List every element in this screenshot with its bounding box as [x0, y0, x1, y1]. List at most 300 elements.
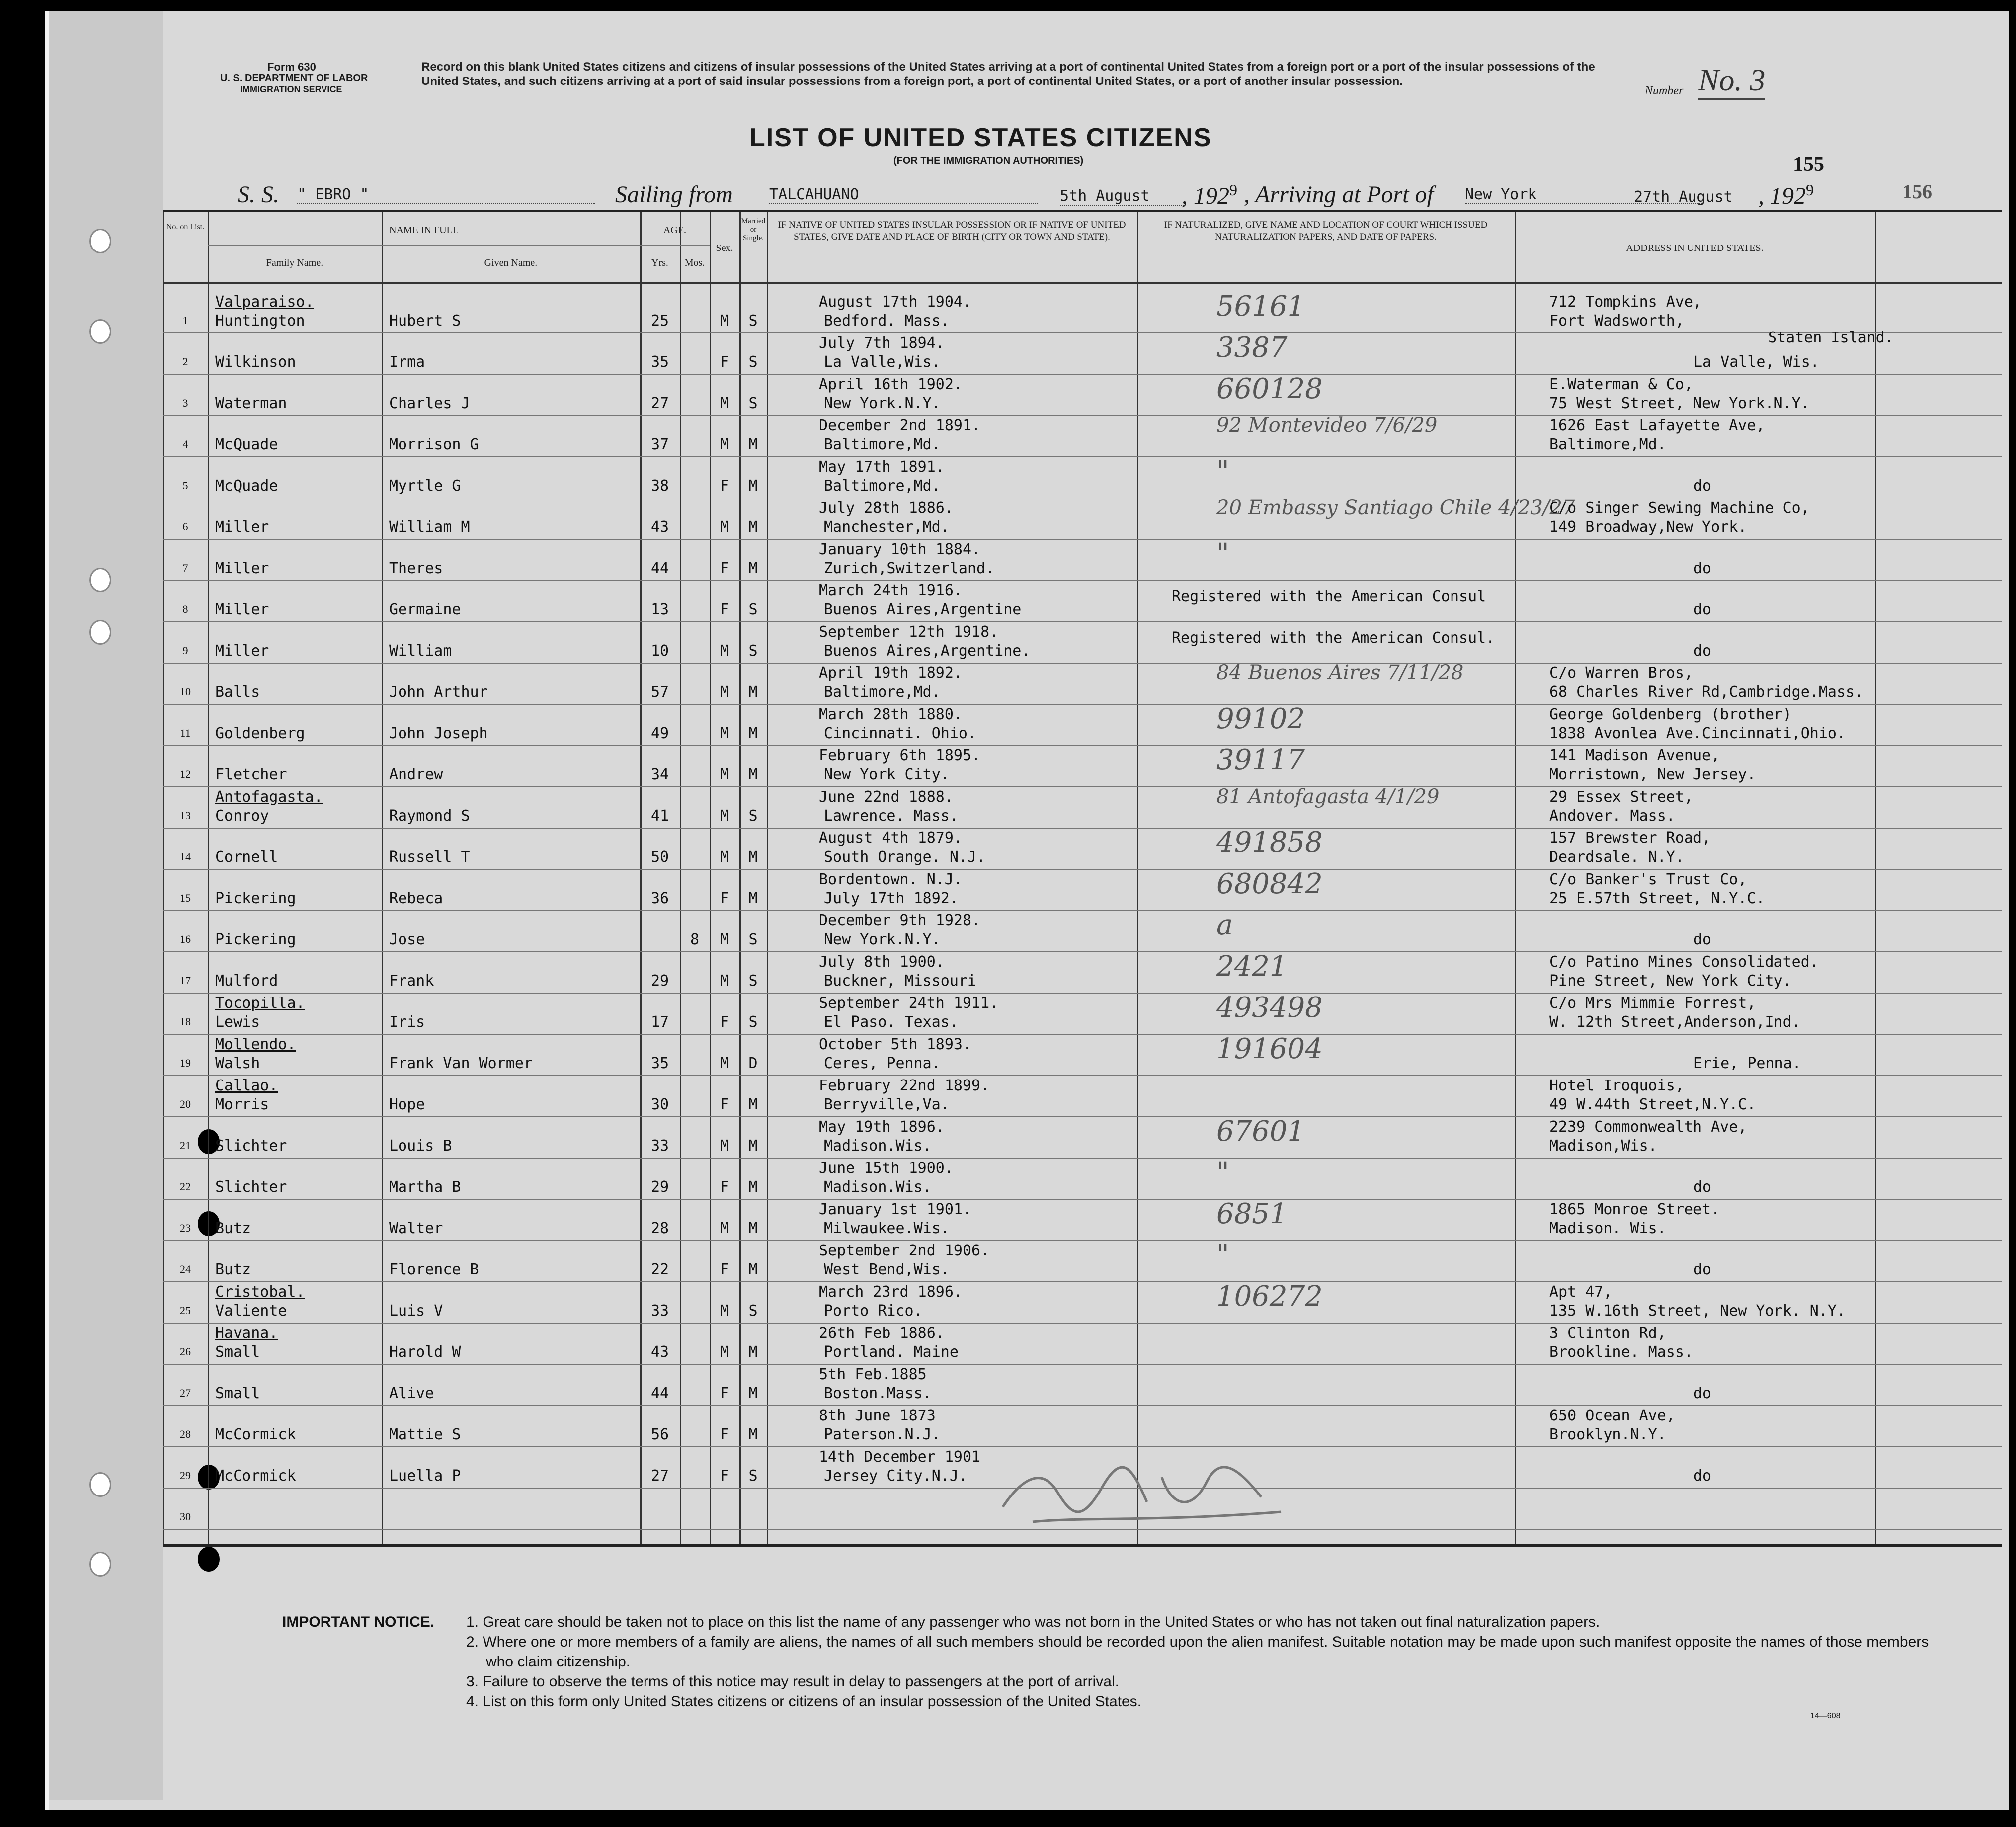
handwritten-signature	[983, 1447, 1301, 1548]
given-name: Harold W	[389, 1343, 461, 1361]
address-line-1: 29 Essex Street,	[1549, 788, 1693, 806]
address-line-1: C/o Singer Sewing Machine Co,	[1549, 499, 1810, 517]
birth-date: March 28th 1880.	[819, 706, 963, 723]
age-years: 44	[650, 1385, 669, 1402]
given-name: Iris	[389, 1013, 425, 1031]
notice-item: 4. List on this form only United States citizens or citizens of an insular possession of the United States.	[466, 1693, 1142, 1710]
sex: F	[720, 601, 729, 618]
naturalization-handwritten: 3387	[1216, 332, 1288, 364]
year-label-2: , $192^9$	[1758, 181, 1814, 209]
birth-place: Boston.Mass.	[824, 1385, 932, 1402]
punch-hole-icon	[198, 1547, 220, 1572]
header-naturalized: IF NATURALIZED, GIVE NAME AND LOCATION OF COURT WHICH ISSUED NATURALIZATION PAPERS, AND DATE OF PAPERS.	[1164, 220, 1488, 242]
family-name: Huntington	[215, 312, 305, 330]
marital-status: M	[748, 848, 758, 866]
row-number: 24	[180, 1263, 191, 1275]
birth-place: Bedford. Mass.	[824, 312, 950, 330]
age-years: 50	[650, 848, 669, 866]
row-number: 30	[180, 1510, 191, 1523]
marital-status: M	[748, 560, 758, 577]
address-line-1: 1626 East Lafayette Ave,	[1549, 417, 1765, 434]
naturalization-handwritten: a	[1216, 909, 1233, 941]
age-years: 25	[650, 312, 669, 330]
given-name: Morrison G	[389, 436, 479, 453]
naturalization-handwritten: "	[1216, 455, 1229, 488]
family-name: Pickering	[215, 931, 296, 948]
row-divider	[163, 828, 2002, 829]
row-divider	[163, 415, 2002, 416]
family-name: Waterman	[215, 395, 287, 412]
birth-place: Manchester,Md.	[824, 518, 950, 536]
age-years: 49	[650, 725, 669, 742]
marital-status: S	[748, 601, 758, 618]
age-years: 34	[650, 766, 669, 783]
family-name: Small	[215, 1343, 260, 1361]
address-line-2: Madison. Wis.	[1549, 1220, 1666, 1237]
address-line-1: C/o Banker's Trust Co,	[1549, 871, 1747, 888]
age-years: 57	[650, 683, 669, 701]
naturalization-handwritten: 67601	[1216, 1115, 1305, 1148]
birth-date: January 10th 1884.	[819, 541, 981, 558]
punch-hole-icon	[89, 229, 111, 253]
marital-status: S	[748, 972, 758, 990]
age-years: 41	[650, 807, 669, 825]
page-number-stamp: 156	[1902, 180, 1932, 203]
age-years: 35	[650, 353, 669, 371]
marital-status: S	[748, 1467, 758, 1485]
birth-date: February 22nd 1899.	[819, 1077, 990, 1094]
address-line-2: Baltimore,Md.	[1549, 436, 1666, 453]
birth-place: Buenos Aires,Argentine.	[824, 642, 1031, 660]
birth-date: April 19th 1892.	[819, 664, 963, 682]
port-marker: Mollendo.	[215, 1036, 296, 1053]
birth-date: February 6th 1895.	[819, 747, 981, 764]
address-line-2: Pine Street, New York City.	[1549, 972, 1792, 990]
family-name: Cornell	[215, 848, 278, 866]
port-marker: Callao.	[215, 1077, 278, 1094]
given-name: Louis B	[389, 1137, 452, 1155]
notice-item: 3. Failure to observe the terms of this notice may result in delay to passengers at the port of arrival.	[466, 1673, 1119, 1690]
sex: M	[720, 1055, 729, 1072]
ship-name: " EBRO "	[297, 186, 595, 204]
address-line-1: 2239 Commonwealth Ave,	[1549, 1118, 1747, 1136]
age-years: 43	[650, 1343, 669, 1361]
row-number: 25	[180, 1304, 191, 1317]
row-divider	[163, 621, 2002, 622]
birth-date: September 2nd 1906.	[819, 1242, 990, 1259]
given-name: Russell T	[389, 848, 470, 866]
marital-status: M	[748, 766, 758, 783]
row-divider	[163, 1364, 2002, 1365]
family-name: Wilkinson	[215, 353, 296, 371]
header-birth: IF NATIVE OF UNITED STATES INSULAR POSSESSION OR IF NATIVE OF UNITED STATES, GIVE DATE AND PLACE OF BIRTH (CITY OR TOWN AND STATE).	[778, 220, 1126, 242]
age-years: 56	[650, 1426, 669, 1443]
row-number: 27	[180, 1387, 191, 1399]
marital-status: M	[748, 1220, 758, 1237]
naturalization-handwritten: 39117	[1216, 744, 1305, 776]
row-divider	[163, 1405, 2002, 1406]
birth-place: New York.N.Y.	[824, 931, 941, 948]
page-subtitle: (FOR THE IMMIGRATION AUTHORITIES)	[893, 155, 1084, 166]
row-divider	[163, 1116, 2002, 1117]
address-line-2: Morristown, New Jersey.	[1549, 766, 1756, 783]
birth-date: June 15th 1900.	[819, 1160, 954, 1177]
family-name: Butz	[215, 1261, 251, 1278]
naturalization-handwritten: 660128	[1216, 373, 1323, 405]
arrival-date: 27th August	[1634, 188, 1733, 206]
number-label: Number	[1645, 84, 1684, 97]
header-married-single: Married or Single.	[741, 217, 766, 242]
sex: M	[720, 725, 729, 742]
address-line-2: 149 Broadway,New York.	[1549, 518, 1747, 536]
notice-item: 2. Where one or more members of a family are aliens, the names of all such members should be recorded upon the alien manifest. Suitable notation may be made upon such manifest opposite the names of those members who claim citizenship.	[466, 1634, 1929, 1670]
row-divider	[163, 456, 2002, 457]
address-line-2: do	[1693, 477, 1712, 495]
birth-place: Zurich,Switzerland.	[824, 560, 995, 577]
port-marker: Antofagasta.	[215, 788, 323, 806]
age-years: 17	[650, 1013, 669, 1031]
address-line-2: 1838 Avonlea Ave.Cincinnati,Ohio.	[1549, 725, 1846, 742]
address-line-1: 712 Tompkins Ave,	[1549, 293, 1702, 311]
given-name: William M	[389, 518, 470, 536]
punch-hole-icon	[89, 620, 111, 645]
naturalization-handwritten: 493498	[1216, 992, 1323, 1024]
marital-status: S	[748, 1302, 758, 1320]
address-line-1: 157 Brewster Road,	[1549, 830, 1711, 847]
birth-date: June 22nd 1888.	[819, 788, 954, 806]
passenger-table	[163, 210, 2002, 1547]
family-name: Lewis	[215, 1013, 260, 1031]
address-line-1: E.Waterman & Co,	[1549, 376, 1693, 393]
naturalization-handwritten: 56161	[1216, 290, 1305, 323]
family-name: McQuade	[215, 436, 278, 453]
row-divider	[163, 1034, 2002, 1035]
given-name: Theres	[389, 560, 443, 577]
marital-status: M	[748, 518, 758, 536]
naturalization-handwritten: 81 Antofagasta 4/1/29	[1216, 785, 1440, 808]
marital-status: M	[748, 1137, 758, 1155]
sex: M	[720, 312, 729, 330]
row-number: 4	[182, 438, 188, 450]
given-name: Germaine	[389, 601, 461, 618]
sailing-from-label: Sailing from	[615, 181, 733, 208]
arrival-port: New York	[1465, 186, 1703, 204]
sex: M	[720, 1220, 729, 1237]
naturalization-handwritten: 106272	[1216, 1280, 1323, 1313]
birth-place: New York.N.Y.	[824, 395, 941, 412]
row-number: 19	[180, 1057, 191, 1069]
given-name: Alive	[389, 1385, 434, 1402]
address-line-1: C/o Patino Mines Consolidated.	[1549, 953, 1819, 971]
row-divider	[163, 1323, 2002, 1324]
port-marker: Tocopilla.	[215, 995, 305, 1012]
marital-status: S	[748, 642, 758, 660]
birth-place: Buenos Aires,Argentine	[824, 601, 1022, 618]
birth-place: Berryville,Va.	[824, 1096, 950, 1113]
marital-status: S	[748, 312, 758, 330]
age-years: 29	[650, 972, 669, 990]
row-number: 10	[180, 685, 191, 698]
birth-place: El Paso. Texas.	[824, 1013, 959, 1031]
sex: M	[720, 807, 729, 825]
given-name: Martha B	[389, 1178, 461, 1196]
year-label-1: , $192^9$	[1182, 181, 1237, 209]
address-line-2: 135 W.16th Street, New York. N.Y.	[1549, 1302, 1846, 1320]
row-number: 5	[182, 479, 188, 492]
birth-date: May 19th 1896.	[819, 1118, 945, 1136]
row-number: 15	[180, 892, 191, 904]
age-years: 37	[650, 436, 669, 453]
given-name: Frank Van Wormer	[389, 1055, 533, 1072]
row-number: 22	[180, 1180, 191, 1193]
birth-date: September 12th 1918.	[819, 623, 999, 641]
age-years: 27	[650, 395, 669, 412]
sex: M	[720, 848, 729, 866]
family-name: Walsh	[215, 1055, 260, 1072]
form-code: 14—608	[1810, 1712, 1841, 1720]
marital-status: M	[748, 890, 758, 907]
given-name: John Arthur	[389, 683, 488, 701]
birth-date: September 24th 1911.	[819, 995, 999, 1012]
address-line-1: George Goldenberg (brother)	[1549, 706, 1792, 723]
row-number: 9	[182, 644, 188, 657]
notice-item: 1. Great care should be taken not to place on this list the name of any passenger who was not born in the United States or who has not taken out final naturalization papers.	[466, 1614, 1600, 1630]
naturalization-note: Registered with the American Consul.	[1172, 629, 1495, 647]
marital-status: M	[748, 683, 758, 701]
age-years: 35	[650, 1055, 669, 1072]
naturalization-handwritten: 6851	[1216, 1198, 1288, 1230]
row-divider	[163, 539, 2002, 540]
address-line-2: W. 12th Street,Anderson,Ind.	[1549, 1013, 1801, 1031]
age-years: 43	[650, 518, 669, 536]
sex: F	[720, 1385, 729, 1402]
header-sex: Sex.	[716, 243, 733, 253]
birth-date: March 23rd 1896.	[819, 1283, 963, 1301]
important-notice	[282, 1612, 1932, 1712]
address-line-1: 141 Madison Avenue,	[1549, 747, 1720, 764]
birth-date: 26th Feb 1886.	[819, 1325, 945, 1342]
sex: F	[720, 477, 729, 495]
address-line-2: Brooklyn.N.Y.	[1549, 1426, 1666, 1443]
address-line-2: Madison,Wis.	[1549, 1137, 1657, 1155]
birth-place: July 17th 1892.	[824, 890, 959, 907]
marital-status: S	[748, 931, 758, 948]
row-divider	[163, 663, 2002, 664]
family-name: Morris	[215, 1096, 269, 1113]
birth-date: March 24th 1916.	[819, 582, 963, 599]
row-divider	[163, 374, 2002, 375]
sex: M	[720, 972, 729, 990]
row-divider	[163, 993, 2002, 994]
port-marker: Valparaiso.	[215, 293, 314, 311]
arriving-label: , Arriving at Port of	[1244, 181, 1434, 208]
birth-date: May 17th 1891.	[819, 458, 945, 476]
port-marker: Cristobal.	[215, 1283, 305, 1301]
address-line-2: do	[1693, 1178, 1712, 1196]
row-number: 23	[180, 1222, 191, 1234]
given-name: Luis V	[389, 1302, 443, 1320]
marital-status: M	[748, 1343, 758, 1361]
ss-label: S. S.	[238, 181, 279, 208]
birth-place: Madison.Wis.	[824, 1178, 932, 1196]
address-line-2: do	[1693, 931, 1712, 948]
address-line-2: 49 W.44th Street,N.Y.C.	[1549, 1096, 1756, 1113]
age-years: 13	[650, 601, 669, 618]
birth-place: New York City.	[824, 766, 950, 783]
family-name: Slichter	[215, 1137, 287, 1155]
sex: F	[720, 1261, 729, 1278]
row-divider	[163, 869, 2002, 870]
address-line-2: do	[1693, 1385, 1712, 1402]
row-number: 28	[180, 1428, 191, 1440]
row-number: 17	[180, 974, 191, 987]
given-name: Raymond S	[389, 807, 470, 825]
marital-status: S	[748, 353, 758, 371]
birth-date: 5th Feb.1885	[819, 1366, 927, 1383]
birth-place: Baltimore,Md.	[824, 683, 941, 701]
row-number: 12	[180, 768, 191, 780]
sex: F	[720, 353, 729, 371]
birth-date: December 2nd 1891.	[819, 417, 981, 434]
sex: M	[720, 642, 729, 660]
marital-status: M	[748, 436, 758, 453]
row-number: 29	[180, 1469, 191, 1482]
birth-place: Baltimore,Md.	[824, 436, 941, 453]
naturalization-handwritten: "	[1216, 1157, 1229, 1189]
header-given-name: Given Name.	[484, 257, 538, 268]
birth-date: August 4th 1879.	[819, 830, 963, 847]
naturalization-handwritten: 99102	[1216, 703, 1305, 735]
header-mos: Mos.	[684, 257, 705, 268]
header-address: ADDRESS IN UNITED STATES.	[1626, 243, 1764, 253]
row-number: 20	[180, 1098, 191, 1110]
row-number: 16	[180, 933, 191, 945]
row-divider	[163, 1199, 2002, 1200]
family-name: McCormick	[215, 1426, 296, 1443]
row-divider	[163, 332, 2002, 333]
given-name: Charles J	[389, 395, 470, 412]
marital-status: S	[748, 807, 758, 825]
age-years: 44	[650, 560, 669, 577]
marital-status: M	[748, 1096, 758, 1113]
address-line-1: Apt 47,	[1549, 1283, 1613, 1301]
form-preamble: Record on this blank United States citizens and citizens of insular possessions of the United States arriving at a port of continental United States from a foreign port or a port of the insular possessions of the United States, and such citizens arriving at a port of said insular possessions from a foreign port, a port of continental United States, or a port of another insular possession.	[421, 60, 1595, 88]
naturalization-handwritten: "	[1216, 538, 1229, 570]
given-name: Jose	[389, 931, 425, 948]
birth-date: April 16th 1902.	[819, 376, 963, 393]
given-name: Rebeca	[389, 890, 443, 907]
family-name: McQuade	[215, 477, 278, 495]
family-name: Small	[215, 1385, 260, 1402]
address-line-1: 1865 Monroe Street.	[1549, 1201, 1720, 1218]
family-name: Conroy	[215, 807, 269, 825]
marital-status: S	[748, 1013, 758, 1031]
header-no-on-list: No. on List.	[166, 223, 205, 231]
birth-place: Buckner, Missouri	[824, 972, 977, 990]
address-line-2: do	[1693, 1467, 1712, 1485]
age-years: 10	[650, 642, 669, 660]
given-name: Andrew	[389, 766, 443, 783]
birth-date: 14th December 1901	[819, 1448, 981, 1466]
given-name: Hope	[389, 1096, 425, 1113]
birth-place: Lawrence. Mass.	[824, 807, 959, 825]
punch-hole-icon	[89, 1552, 111, 1577]
header-family-name: Family Name.	[266, 257, 323, 268]
marital-status: D	[748, 1055, 758, 1072]
given-name: Luella P	[389, 1467, 461, 1485]
row-divider	[163, 1240, 2002, 1241]
address-line-3: Staten Island.	[1768, 329, 1894, 346]
given-name: William	[389, 642, 452, 660]
punch-hole-icon	[89, 319, 111, 344]
birth-place: Jersey City.N.J.	[824, 1467, 968, 1485]
sex: F	[720, 1467, 729, 1485]
binding-edge	[49, 11, 163, 1800]
birth-place: Madison.Wis.	[824, 1137, 932, 1155]
address-line-2: do	[1693, 560, 1712, 577]
marital-status: S	[748, 395, 758, 412]
address-line-2: Brookline. Mass.	[1549, 1343, 1693, 1361]
given-name: Florence B	[389, 1261, 479, 1278]
punch-hole-icon	[89, 568, 111, 592]
family-name: McCormick	[215, 1467, 296, 1485]
age-years: 36	[650, 890, 669, 907]
address-line-2: Erie, Penna.	[1693, 1055, 1801, 1072]
family-name: Pickering	[215, 890, 296, 907]
manifest-sheet	[45, 11, 2009, 1810]
address-line-2: Deardsale. N.Y.	[1549, 848, 1684, 866]
row-divider	[163, 745, 2002, 746]
sex: M	[720, 683, 729, 701]
given-name: Mattie S	[389, 1426, 461, 1443]
sex: M	[720, 1302, 729, 1320]
row-divider	[163, 910, 2002, 911]
family-name: Miller	[215, 560, 269, 577]
address-line-2: Fort Wadsworth,	[1549, 312, 1684, 330]
row-number: 8	[182, 603, 188, 615]
birth-place: Portland. Maine	[824, 1343, 959, 1361]
row-number: 3	[182, 397, 188, 409]
family-name: Balls	[215, 683, 260, 701]
sex: M	[720, 1137, 729, 1155]
row-divider	[163, 704, 2002, 705]
naturalization-handwritten: 491858	[1216, 827, 1323, 859]
sex: M	[720, 395, 729, 412]
naturalization-handwritten: 20 Embassy Santiago Chile 4/23/27	[1216, 497, 1575, 519]
form-department: U. S. DEPARTMENT OF LABOR	[220, 73, 368, 83]
naturalization-handwritten: 680842	[1216, 868, 1323, 900]
birth-date: December 9th 1928.	[819, 912, 981, 929]
birth-place: Paterson.N.J.	[824, 1426, 941, 1443]
address-line-2: 25 E.57th Street, N.Y.C.	[1549, 890, 1765, 907]
family-name: Miller	[215, 642, 269, 660]
naturalization-handwritten: 191604	[1216, 1033, 1323, 1065]
given-name: John Joseph	[389, 725, 488, 742]
birth-place: South Orange. N.J.	[824, 848, 986, 866]
row-divider	[163, 1158, 2002, 1159]
birth-place: Cincinnati. Ohio.	[824, 725, 977, 742]
row-number: 7	[182, 562, 188, 574]
page-title: LIST OF UNITED STATES CITIZENS	[749, 123, 1212, 152]
birth-date: Bordentown. N.J.	[819, 871, 963, 888]
family-name: Valiente	[215, 1302, 287, 1320]
marital-status: M	[748, 1261, 758, 1278]
address-line-1: Hotel Iroquois,	[1549, 1077, 1684, 1094]
sex: F	[720, 1013, 729, 1031]
row-divider	[163, 951, 2002, 952]
address-line-2: La Valle, Wis.	[1693, 353, 1819, 371]
family-name: Miller	[215, 518, 269, 536]
